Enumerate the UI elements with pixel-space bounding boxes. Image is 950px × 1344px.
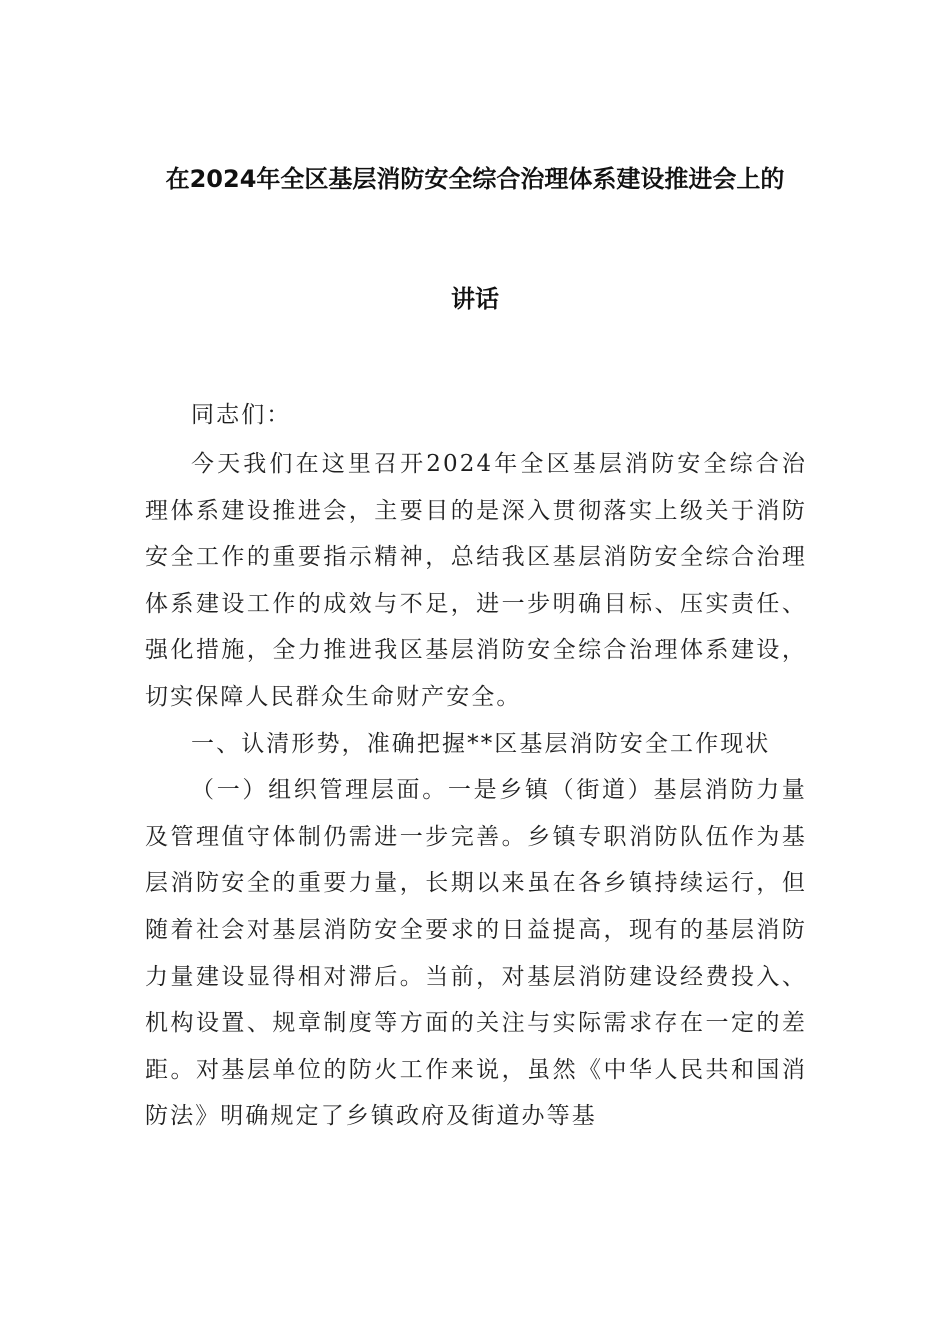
paragraph-intro: 今天我们在这里召开2024年全区基层消防安全综合治理体系建设推进会，主要目的是深入贯彻落实上级关于消防安全工作的重要指示精神，总结我区基层消防安全综合治理体系建设工作的成效与不足，进一步明确目标、压实责任、强化措施，全力推进我区基层消防安全综合治理体系建设，切实保障人民群众生命财产安全。 [145, 451, 807, 710]
document-title-line-1: 在2024年全区基层消防安全综合治理体系建设推进会上的 [165, 165, 785, 193]
document-title-line-2: 讲话 [451, 285, 499, 313]
salutation-block [145, 392, 807, 439]
document-body [145, 441, 807, 1140]
paragraph-organization: （一）组织管理层面。一是乡镇（街道）基层消防力量及管理值守体制仍需进一步完善。乡镇专职消防队伍作为基层消防安全的重要力量，长期以来虽在各乡镇持续运行，但随着社会对基层消防安全要求的日益提高，现有的基层消防力量建设显得相对滞后。当前，对基层消防建设经费投入、机构设置、规章制度等方面的关注与实际需求存在一定的差距。对基层单位的防火工作来说，虽然《中华人民共和国消防法》明确规定了乡镇政府及街道办等基 [145, 777, 807, 1130]
section-heading: 一、认清形势，准确把握**区基层消防安全工作现状 [191, 730, 771, 757]
salutation: 同志们： [191, 402, 292, 428]
